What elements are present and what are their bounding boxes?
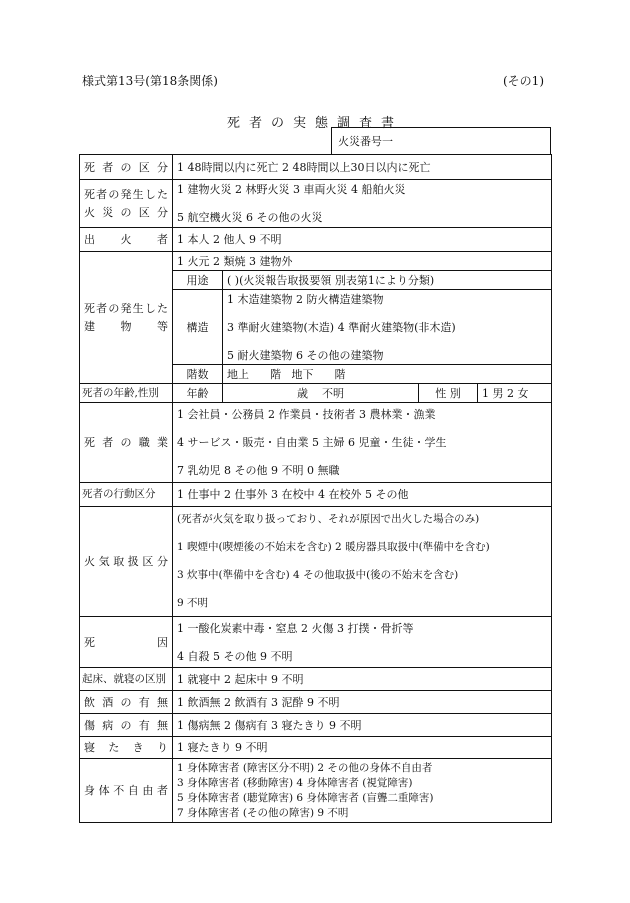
row-action — [80, 483, 552, 507]
value-bedridden[interactable]: 1 寝たきり 9 不明 — [173, 737, 552, 759]
label-structure: 構造 — [173, 290, 223, 365]
fire-handling-line2: 1 喫煙中(喫煙後の不始末を含む) 2 暖房器具取扱中(準備中を含む) — [177, 541, 490, 553]
label-bedridden: 寝たきり — [80, 737, 173, 759]
value-building-origin[interactable]: 1 火元 2 類焼 3 建物外 — [173, 252, 552, 271]
structure-line2: 3 準耐火建築物(木造) 4 準耐火建築物(非木造) — [227, 320, 456, 334]
fire-type-line2: 5 航空機火災 6 その他の火災 — [177, 211, 323, 224]
row-fire-handling — [80, 507, 552, 617]
survey-table — [79, 154, 552, 823]
row-category — [80, 155, 552, 180]
cause-line2: 4 自殺 5 その他 9 不明 — [177, 649, 293, 663]
structure-line1: 1 木造建築物 2 防火構造建築物 — [227, 292, 384, 306]
fire-type-line1: 1 建物火災 2 林野火災 3 車両火災 4 船舶火災 — [177, 183, 406, 196]
value-illness[interactable]: 1 傷病無 2 傷病有 3 寝たきり 9 不明 — [173, 714, 552, 737]
label-fire-handling: 火気取扱区分 — [80, 507, 173, 617]
fire-handling-line1: (死者が火気を取り扱っており、それが原因で出火した場合のみ) — [177, 513, 480, 525]
label-use: 用途 — [173, 271, 223, 290]
value-structure[interactable] — [223, 290, 552, 365]
value-category[interactable]: 1 48時間以内に死亡 2 48時間以上30日以内に死亡 — [173, 155, 552, 180]
form-number: 様式第13号(第18条関係) — [82, 74, 218, 88]
row-occupation — [80, 403, 552, 483]
label-disability: 身体不自由者 — [80, 759, 173, 823]
label-floors: 階数 — [173, 365, 223, 384]
label-ignition: 出火者 — [80, 228, 173, 252]
disability-line3: 5 身体障害者 (聴覚障害) 6 身体障害者 (盲聾二重障害) — [177, 791, 434, 804]
row-sleep — [80, 668, 552, 691]
fire-number-field[interactable]: 火災番号一 — [331, 127, 551, 154]
row-cause — [80, 617, 552, 668]
label-drinking: 飲酒の有無 — [80, 691, 173, 714]
row-disability — [80, 759, 552, 823]
value-occupation[interactable] — [173, 403, 552, 483]
disability-line2: 3 身体障害者 (移動障害) 4 身体障害者 (視覚障害) — [177, 776, 413, 789]
label-occupation: 死者の職業 — [80, 403, 173, 483]
label-building: 死者の発生した建物等 — [80, 252, 173, 384]
value-use[interactable]: ( )(火災報告取扱要領 別表第1により分類) — [223, 271, 552, 290]
disability-line4: 7 身体障害者 (その他の障害) 9 不明 — [177, 806, 349, 819]
value-fire-type[interactable] — [173, 180, 552, 228]
label-cause: 死因 — [80, 617, 173, 668]
fire-handling-line4: 9 不明 — [177, 597, 209, 609]
disability-line1: 1 身体障害者 (障害区分不明) 2 その他の身体不自由者 — [177, 761, 433, 774]
label-illness: 傷病の有無 — [80, 714, 173, 737]
row-bedridden — [80, 737, 552, 759]
value-sleep[interactable]: 1 就寝中 2 起床中 9 不明 — [173, 668, 552, 691]
page-title: 死者の実態調査書 — [226, 116, 403, 131]
cause-line1: 1 一酸化炭素中毒・窒息 2 火傷 3 打撲・骨折等 — [177, 621, 414, 635]
label-fire-type: 死者の発生した火災の区分 — [80, 180, 173, 228]
label-age-sex: 死者の年齢,性別 — [80, 384, 173, 403]
label-action: 死者の行動区分 — [80, 483, 173, 507]
row-fire-type — [80, 180, 552, 228]
occupation-line2: 4 サービス・販売・自由業 5 主婦 6 児童・生徒・学生 — [177, 436, 447, 449]
row-drinking — [80, 691, 552, 714]
part-label: (その1) — [503, 74, 544, 88]
value-floors[interactable]: 地上 階 地下 階 — [223, 365, 552, 384]
value-cause[interactable] — [173, 617, 552, 668]
row-age-sex — [80, 384, 552, 403]
occupation-line3: 7 乳幼児 8 その他 9 不明 0 無職 — [177, 464, 340, 477]
value-ignition[interactable]: 1 本人 2 他人 9 不明 — [173, 228, 552, 252]
value-age[interactable]: 歳 不明 — [223, 384, 419, 403]
label-sex: 性 別 — [419, 384, 478, 403]
value-disability[interactable] — [173, 759, 552, 823]
value-action[interactable]: 1 仕事中 2 仕事外 3 在校中 4 在校外 5 その他 — [173, 483, 552, 507]
row-building-1 — [80, 252, 552, 271]
structure-line3: 5 耐火建築物 6 その他の建築物 — [227, 348, 384, 362]
fire-handling-line3: 3 炊事中(準備中を含む) 4 その他取扱中(後の不始末を含む) — [177, 569, 459, 581]
label-sleep: 起床、就寝の区別 — [80, 668, 173, 691]
occupation-line1: 1 会社員・公務員 2 作業員・技術者 3 農林業・漁業 — [177, 408, 436, 421]
label-category: 死者の区分 — [80, 155, 173, 180]
row-illness — [80, 714, 552, 737]
value-drinking[interactable]: 1 飲酒無 2 飲酒有 3 泥酔 9 不明 — [173, 691, 552, 714]
row-ignition — [80, 228, 552, 252]
label-age: 年齢 — [173, 384, 223, 403]
value-sex[interactable]: 1 男 2 女 — [478, 384, 552, 403]
value-fire-handling[interactable] — [173, 507, 552, 617]
